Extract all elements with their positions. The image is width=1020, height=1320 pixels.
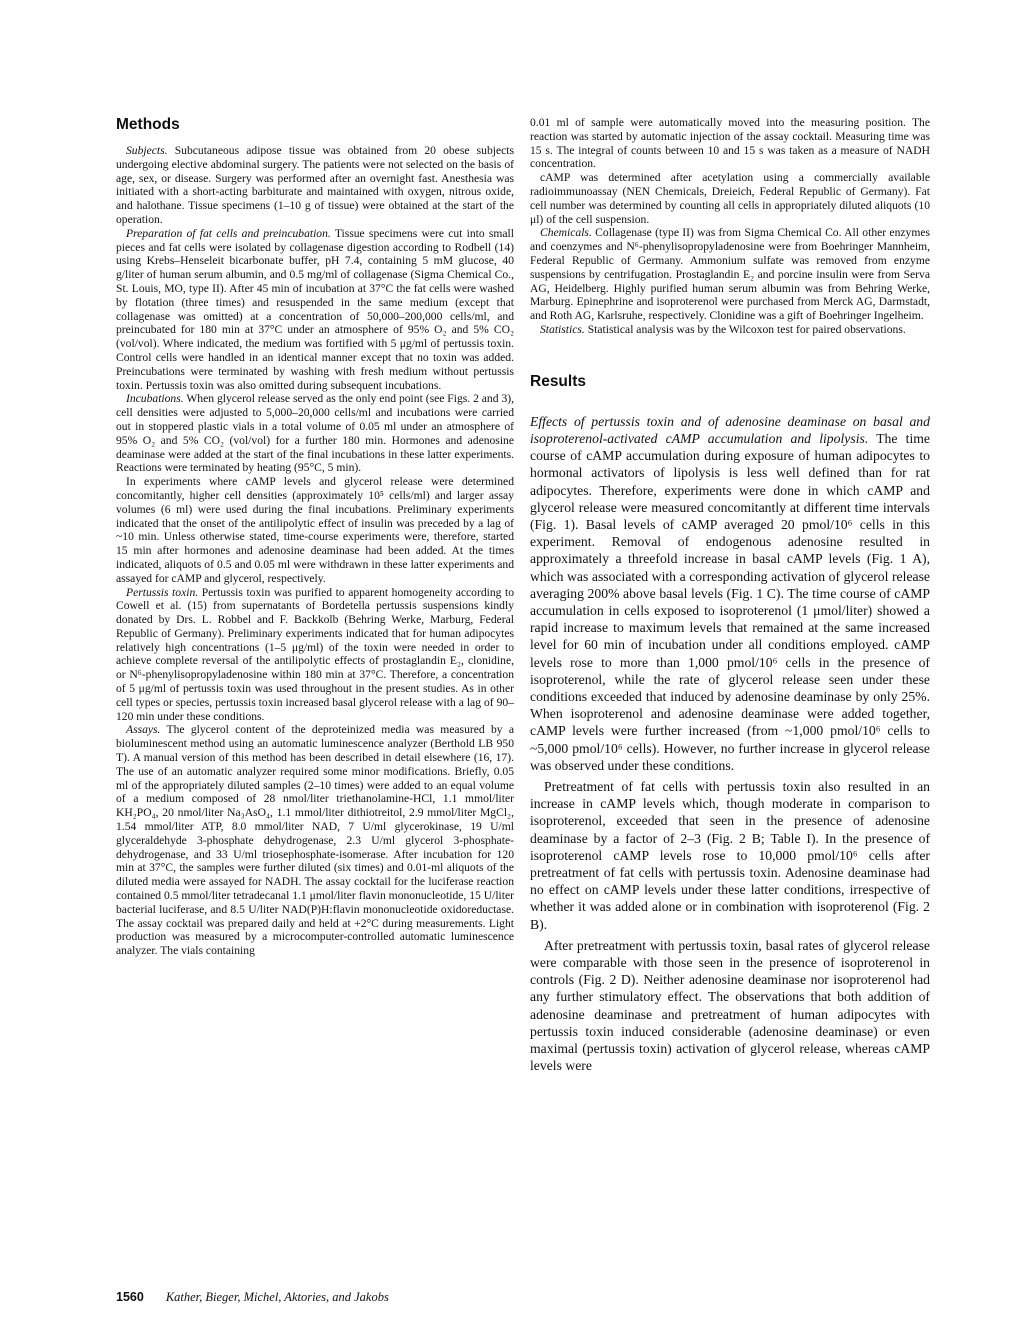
camp-ria-paragraph: cAMP was determined after acetylation using a commercially available radioimmunoassay (NEN Chemicals, Dreieich, Federal Republic of Germany). Fat cell number was determined by counting all cells in appropriately diluted aliquots (10 μl) of the cell suspension. bbox=[530, 171, 930, 226]
assays-label: Assays. bbox=[126, 723, 161, 737]
results-body bbox=[530, 413, 930, 1075]
chemicals-text: Collagenase (type II) was from Sigma Chemical Co. All other enzymes and coenzymes and N⁶-phenylisopropyladenosine were from Boehringer Mannheim, Federal Republic of Germany. Ammonium sulfate was removed from enzyme suspensions by centrifugation. Prostaglandin E₂ and porcine insulin were from Serva AG, Heidelberg. Highly purified human serum albumin was from Behring Werke, Marburg. Epinephrine and isoproterenol were purchased from Merck AG, Darmstadt, and Roth AG, Karlsruhe, respectively. Clonidine was a gift of Boehringer Ingelheim. bbox=[530, 226, 930, 323]
right-column bbox=[530, 116, 930, 1074]
statistics-text: Statistical analysis was by the Wilcoxon test for paired observations. bbox=[587, 322, 906, 336]
assays-continued-paragraph: 0.01 ml of sample were automatically moved into the measuring position. The reaction was started by automatic injection of the assay cocktail. Measuring time was 15 s. The integral of counts between 10 and 15 s was taken as a measure of NADH concentration. bbox=[530, 116, 930, 171]
results-paragraph-1 bbox=[530, 413, 930, 774]
subjects-label: Subjects. bbox=[126, 144, 168, 157]
subjects-paragraph bbox=[116, 144, 514, 227]
preparation-label: Preparation of fat cells and preincubation. bbox=[126, 226, 331, 240]
camp-glycerol-paragraph: In experiments where cAMP levels and glycerol release were determined concomitantly, higher cell densities (approximately 10⁵ cells/ml) and larger assay volumes (6 ml) were used during the final incubations. Preliminary experiments indicated that the onset of the antilipolytic effect of insulin was preceded by a lag of ~10 min. Unless otherwise stated, time-course experiments were, therefore, started 15 min after hormones and adenosine deaminase had been added. At the times indicated, aliquots of 0.5 and 0.05 ml were withdrawn in these latter experiments and assayed for cAMP and glycerol, respectively. bbox=[116, 475, 514, 585]
methods-continued bbox=[530, 116, 930, 337]
results-paragraph-2: Pretreatment of fat cells with pertussis toxin also resulted in an increase in cAMP levels which, though moderate in comparison to isoproterenol, exceeded that seen in the presence of adenosine deaminase by a factor of 2–3 (Fig. 2 B; Table I). In the presence of isoproterenol cAMP levels rose to 10,000 pmol/10⁶ cells after pretreatment of fat cells with pertussis toxin. Adenosine deaminase had no effect on cAMP levels under these latter conditions, irrespective of whether it was added alone or in combination with isoproterenol (Fig. 2 B). bbox=[530, 779, 930, 932]
running-authors: Kather, Bieger, Michel, Aktories, and Jakobs bbox=[165, 1290, 389, 1304]
pertussis-toxin-text: Pertussis toxin was purified to apparent homogeneity according to Cowell et al. (15) from supernatants of Bordetella pertussis suspensions kindly donated by Drs. L. Robbel and F. Backkolb (Behring Werke, Marburg, Federal Republic of Germany). Preliminary experiments indicated that for human adipocytes relatively high concentrations (1–5 μg/ml) of the toxin were needed in order to achieve complete reversal of the antilipolytic effects of prostaglandin E₂, clonidine, or N⁶-phenylisopropyladenosine within 180 min at 37°C. Therefore, a concentration of 5 μg/ml of pertussis toxin was used throughout in the present studies. As in other cell types or species, pertussis toxin increased basal glycerol release with a lag of 90–120 min under these conditions. bbox=[116, 585, 514, 723]
preparation-text: Tissue specimens were cut into small pieces and fat cells were isolated by collagenase digestion according to Rodbell (14) using Krebs–Henseleit bicarbonate buffer, pH 7.4, containing 5 mM glucose, 40 g/liter of human serum albumin, and 0.5 mg/ml of collagenase (Sigma Chemical Co., St. Louis, MO, type II). After 45 min of incubation at 37°C the fat cells were washed by flotation (three times) and resuspended in the same medium (except that collagenase was omitted) at a concentration of 50,000–200,000 cells/ml, and preincubated for 180 min at 37°C under an atmosphere of 95% O₂ and 5% CO₂ (vol/vol). Where indicated, the medium was fortified with 5 μg/ml of pertussis toxin. Control cells were handled in an identical manner except that no toxin was added. Preincubations were terminated by washing with fresh medium without pertussis toxin. Pertussis toxin was also omitted during subsequent incubations. bbox=[116, 226, 514, 392]
subjects-text: Subcutaneous adipose tissue was obtained from 20 obese subjects undergoing elective abdominal surgery. The patients were not selected on the basis of age, sex, or disease. Surgery was performed after an overnight fast. Anesthesia was initiated with a short-acting barbiturate and maintained with oxygen, nitrous oxide, and halothane. Tissue specimens (1–10 g of tissue) were obtained at the start of the operation. bbox=[116, 144, 514, 226]
chemicals-label: Chemicals. bbox=[540, 226, 592, 240]
results-text-1: The time course of cAMP accumulation during exposure of human adipocytes to hormonal activators of lipolysis is less well defined than for rat adipocytes. Therefore, experiments were done in which cAMP and glycerol release were measured concomitantly at different time intervals (Fig. 1). Basal levels of cAMP averaged 20 pmol/10⁶ cells in this experiment. Removal of endogenous adenosine resulted in approximately a threefold increase in basal cAMP levels (Fig. 1 A), which was associated with a corresponding activation of glycerol release averaging 200% above basal levels (Fig. 1 C). The time course of cAMP accumulation in cells exposed to isoproterenol (1 μmol/liter) showed a rapid increase to maximum levels that remained at the same increased level for 60 min of incubation under all conditions employed. cAMP levels rose to more than 1,000 pmol/10⁶ cells in the presence of isoproterenol, while the rate of glycerol release seen under these conditions exceeded that induced by adenosine deaminase by only 25%. When isoproterenol and adenosine deaminase were added together, cAMP levels were further increased (from ~1,000 pmol/10⁶ cells to ~5,000 pmol/10⁶ cells). However, no further increase in glycerol release was observed under these conditions. bbox=[530, 430, 930, 773]
left-column bbox=[116, 116, 514, 958]
incubations-paragraph bbox=[116, 392, 514, 475]
statistics-paragraph bbox=[530, 323, 930, 337]
statistics-label: Statistics. bbox=[540, 322, 585, 336]
assays-paragraph bbox=[116, 723, 514, 958]
results-subheading: Effects of pertussis toxin and of adenosine deaminase on basal and isoproterenol-activated cAMP accumulation and lipolysis. bbox=[530, 413, 930, 446]
results-heading: Results bbox=[530, 372, 586, 390]
preparation-paragraph bbox=[116, 227, 514, 393]
results-paragraph-3: After pretreatment with pertussis toxin, basal rates of glycerol release were comparable with those seen in the presence of isoproterenol in controls (Fig. 2 D). Neither adenosine deaminase nor isoproterenol had any further stimulatory effect. The observations that both addition of adenosine deaminase and pretreatment of human adipocytes with pertussis toxin induced considerable (adenosine deaminase) or even maximal (pertussis toxin) activation of glycerol release, whereas cAMP levels were bbox=[530, 937, 930, 1074]
pertussis-toxin-label: Pertussis toxin. bbox=[126, 585, 199, 599]
pertussis-toxin-paragraph bbox=[116, 586, 514, 724]
assays-text: The glycerol content of the deproteinized media was measured by a bioluminescent method using an automatic luminescence analyzer (Berthold LB 950 T). A manual version of this method has been described in detail elsewhere (16, 17). The use of an automatic analyzer required some minor modifications. Briefly, 0.05 ml of the appropriately diluted samples (2–10 times) were added to an equal volume of a medium composed of 28 nmol/liter triethanolamine-HCl, 1.1 mmol/liter KH₂PO₄, 20 nmol/liter Na₃AsO₄, 1.1 mmol/liter dithiotreitol, 2.9 mmol/liter MgCl₂, 1.54 mmol/liter ATP, 8.0 mmol/liter NAD, 7 U/ml glycerokinase, 19 U/ml glyceraldehyde 3-phosphate dehydrogenase, 2.3 U/ml glycerol 3-phosphate-dehydrogenase, and 33 U/ml triosephosphate-isomerase. After incubation for 120 min at 37°C, the samples were further diluted (six times) and 0.01-ml aliquots of the diluted media were assayed for NADH. The assay cocktail for the luciferase reaction contained 0.5 mmol/liter tetradecanal 1.1 μmol/liter flavin mononucleotide, 15 U/liter bacterial luciferase, and 8.5 U/liter NAD(P)H:flavin mononucleotide oxidoreductase. The assay cocktail was prepared daily and held at +2°C during measurements. Light production was measured by a microcomputer-controlled automatic luminescence analyzer. The vials containing bbox=[116, 723, 514, 958]
incubations-text: When glycerol release served as the only end point (see Figs. 2 and 3), cell densities were adjusted to 5,000–20,000 cells/ml and incubations were carried out in stoppered plastic vials in a total volume of 0.05 ml under an atmosphere of 95% O₂ and 5% CO₂ (vol/vol) for a further 180 min. Hormones and adenosine deaminase were added at the start of the final incubations in these latter experiments. Reactions were terminated by heating (95°C, 5 min). bbox=[116, 392, 514, 475]
page-number: 1560 bbox=[116, 1290, 144, 1304]
page-footer bbox=[116, 1290, 389, 1305]
chemicals-paragraph bbox=[530, 226, 930, 323]
methods-body bbox=[116, 144, 514, 958]
methods-heading: Methods bbox=[116, 116, 180, 133]
incubations-label: Incubations. bbox=[126, 392, 184, 406]
